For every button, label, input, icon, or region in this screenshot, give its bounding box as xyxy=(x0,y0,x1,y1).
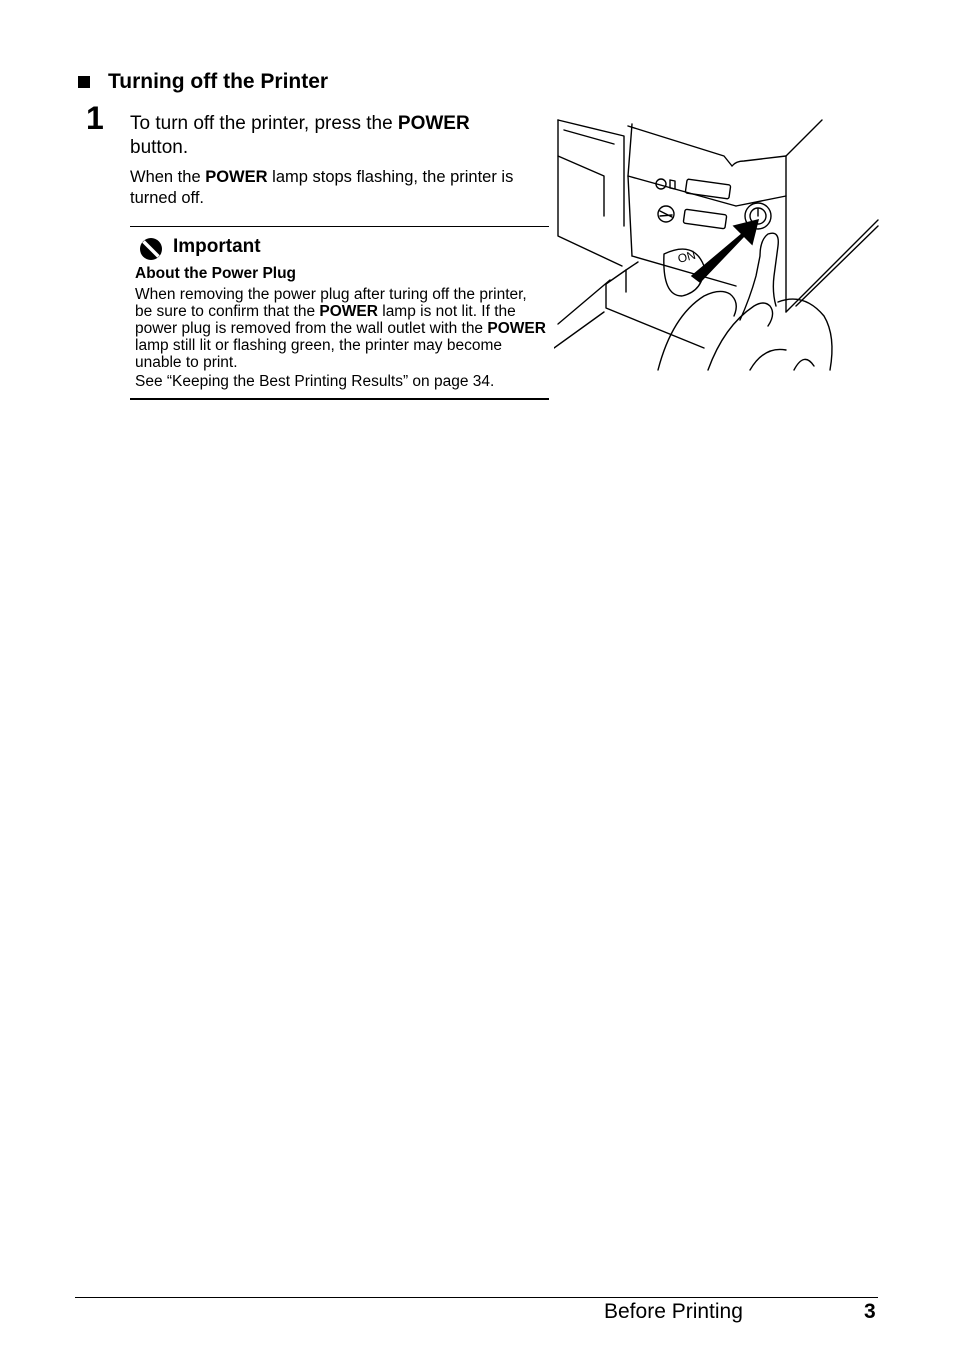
important-prohibition-icon xyxy=(139,237,163,261)
step-instruction xyxy=(130,112,530,160)
important-body xyxy=(135,286,547,371)
important-title: Important xyxy=(173,236,261,257)
page-number: 3 xyxy=(864,1300,876,1323)
important-body-bold-2: POWER xyxy=(487,320,546,337)
footer-section-title: Before Printing xyxy=(604,1300,743,1323)
section-title: Turning off the Printer xyxy=(108,70,329,93)
important-body-part-1: When removing the power plug after turing off the printer, be sure to confirm that the xyxy=(135,286,527,320)
important-subtitle: About the Power Plug xyxy=(135,265,297,282)
important-bottom-rule xyxy=(130,398,549,400)
section-heading xyxy=(78,70,328,94)
step-note-bold: POWER xyxy=(205,168,268,186)
step-text-post: button. xyxy=(130,137,189,158)
footer-rule xyxy=(75,1297,878,1298)
important-body-part-2: lamp is not lit. If the power plug is removed from the wall outlet with the xyxy=(135,303,516,337)
important-body-bold-1: POWER xyxy=(319,303,378,320)
square-bullet-icon xyxy=(78,76,90,88)
important-reference: See “Keeping the Best Printing Results” on page 34. xyxy=(135,373,495,390)
step-text-bold: POWER xyxy=(397,113,470,134)
step-note-pre: When the xyxy=(130,168,206,186)
step-note xyxy=(130,167,540,209)
important-body-part-3: lamp still lit or flashing green, the printer may become unable to print. xyxy=(135,337,502,371)
important-top-rule xyxy=(130,226,549,227)
printer-power-button-illustration xyxy=(554,116,880,372)
printer-button-label: ON xyxy=(676,247,698,266)
step-note-post: lamp stops flashing, the printer is turned off. xyxy=(130,168,514,207)
step-text-pre: To turn off the printer, press the xyxy=(130,113,398,134)
step-number: 1 xyxy=(86,100,104,136)
